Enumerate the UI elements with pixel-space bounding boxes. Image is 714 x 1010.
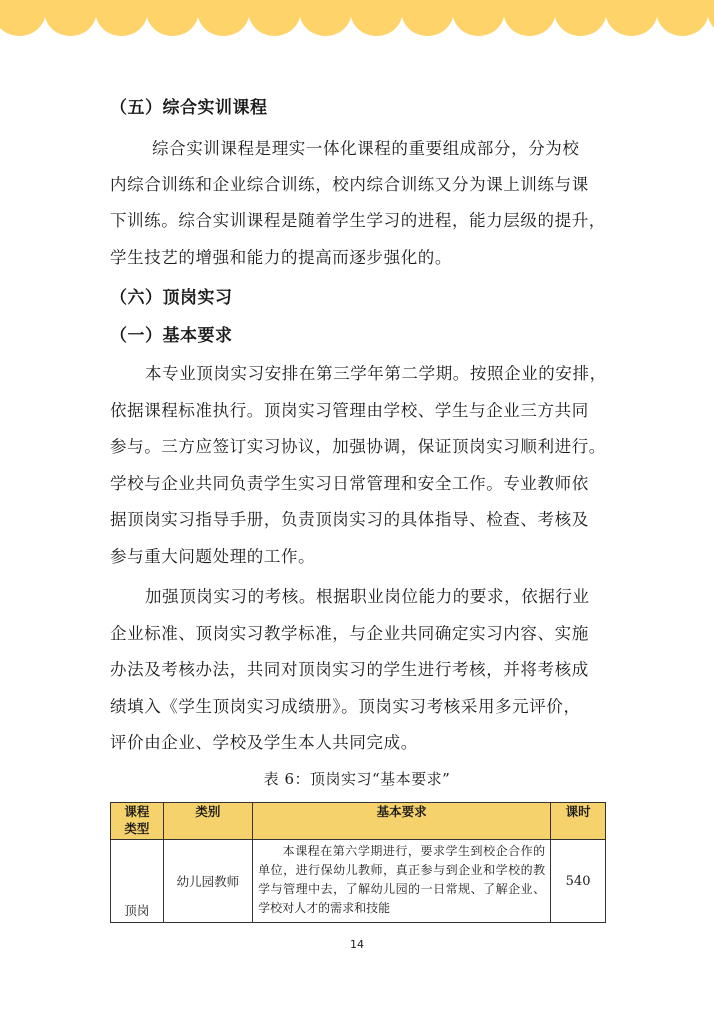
header-category: 类别 xyxy=(163,803,252,840)
paragraph-line: 内综合训练和企业综合训练，校内综合训练又分为课上训练与课 xyxy=(110,175,589,194)
table-header-row xyxy=(111,803,606,840)
paragraph-line: 学校与企业共同负责学生实习日常管理和安全工作。专业教师依 xyxy=(110,474,589,493)
subsection-heading-basic-requirements: （一）基本要求 xyxy=(110,326,233,346)
paragraph-line: 学生技艺的增强和能力的提高而逐步强化的。 xyxy=(110,248,452,267)
header-basic-requirement: 基本要求 xyxy=(253,803,551,840)
paragraph-line: 评价由企业、学校及学生本人共同完成。 xyxy=(110,733,418,752)
cell-category: 幼儿园教师 xyxy=(163,840,252,923)
paragraph-line: 绩填入《学生顶岗实习成绩册》。顶岗实习考核采用多元评价， xyxy=(110,697,581,716)
paragraph-line: 参与重大问题处理的工作。 xyxy=(110,547,316,566)
table-row xyxy=(111,840,606,923)
table-caption: 表 6：顶岗实习“基本要求” xyxy=(263,770,451,788)
paragraph-line: 本专业顶岗实习安排在第三学年第二学期。按照企业的安排， xyxy=(145,364,607,383)
paragraph-line: 企业标准、顶岗实习教学标准，与企业共同确定实习内容、实施 xyxy=(110,624,589,643)
paragraph-line: 参与。三方应签订实习协议，加强协调，保证顶岗实习顺利进行。 xyxy=(110,437,606,456)
paragraph-line: 办法及考核办法，共同对顶岗实习的学生进行考核，并将考核成 xyxy=(110,660,589,679)
paragraph-line: 加强顶岗实习的考核。根据职业岗位能力的要求，依据行业 xyxy=(145,587,590,606)
page-number: 14 xyxy=(350,938,364,951)
internship-requirements-table xyxy=(110,802,606,923)
cell-requirement-text: 本课程在第六学期进行，要求学生到校企合作的单位，进行保幼儿教师，真正参与到企业和学校的教学与管理中去，了解幼儿园的一日常规、了解企业、学校对人才的需求和技能 xyxy=(258,844,546,915)
decorative-scallop-header xyxy=(0,0,714,60)
section-heading-internship: （六）顶岗实习 xyxy=(110,288,233,308)
paragraph-line: 下训练。综合实训课程是随着学生学习的进程，能力层级的提升， xyxy=(110,211,606,230)
header-hours: 课时 xyxy=(551,803,606,840)
cell-requirement xyxy=(253,840,551,923)
header-course-type-line2: 类型 xyxy=(124,821,150,836)
cell-course-type: 顶岗 xyxy=(111,840,164,923)
paragraph-line: 综合实训课程是理实一体化课程的重要组成部分，分为校 xyxy=(152,139,580,158)
header-course-type-line1: 课程 xyxy=(124,804,150,819)
header-course-type xyxy=(111,803,164,840)
section-heading-integrated-training: （五）综合实训课程 xyxy=(110,98,268,118)
cell-hours: 540 xyxy=(551,840,606,923)
paragraph-line: 据顶岗实习指导手册，负责顶岗实习的具体指导、检查、考核及 xyxy=(110,510,589,529)
paragraph-line: 依据课程标准执行。顶岗实习管理由学校、学生与企业三方共同 xyxy=(110,401,589,420)
